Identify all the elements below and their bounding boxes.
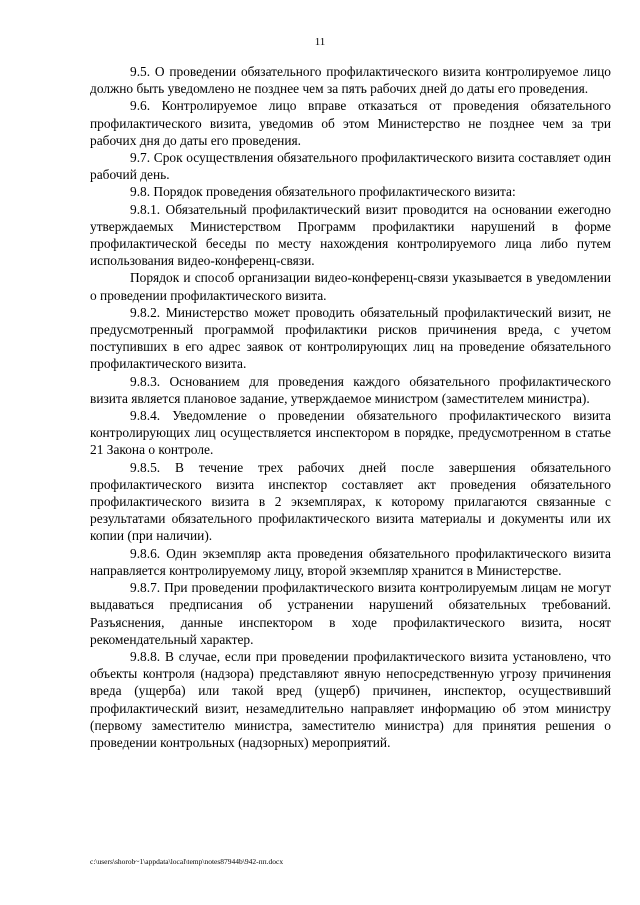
paragraph-9-8-1: 9.8.1. Обязательный профилактический визит проводится на основании ежегодно утверждаемых Министерством Программ профилактики нарушений в форме профилактической беседы по месту нахождения контролируемого лица либо путем использования видео-конференц-связи. [90,201,611,269]
paragraph-9-8-3: 9.8.3. Основанием для проведения каждого обязательного профилактического визита является плановое задание, утверждаемое министром (заместителем министра). [90,373,611,406]
footer-file-path: c:\users\shorob~1\appdata\local\temp\notes87944b\942-пп.docx [90,857,284,866]
paragraph-9-8-2: 9.8.2. Министерство может проводить обязательный профилактический визит, не предусмотренный программой профилактики рисков причинения вреда, с учетом поступивших в его адрес заявок от контролирующих лиц на проведение обязательного профилактического визита. [90,304,611,372]
paragraph-9-8-4: 9.8.4. Уведомление о проведении обязательного профилактического визита контролирующих лиц осуществляется инспектором в порядке, предусмотренном в статье 21 Закона о контроле. [90,408,611,458]
paragraph-9-8-8: 9.8.8. В случае, если при проведении профилактического визита установлено, что объекты контроля (надзора) представляют явную непосредственную угрозу причинения вреда (ущерба) или такой вред (ущерб) причинен, инспектор, осуществивший профилактический визит, незамедлительно направляет информацию об этом министру (первому заместителю министра, заместителю министра) для принятия решения о проведении контрольных (надзорных) мероприятий. [90,648,611,750]
paragraph-9-8-6: 9.8.6. Один экземпляр акта проведения обязательного профилактического визита направляется контролируемому лицу, второй экземпляр хранится в Министерстве. [90,545,611,578]
paragraph-9-7: 9.7. Срок осуществления обязательного профилактического визита составляет один рабочий день. [90,150,611,183]
paragraph-9-6: 9.6. Контролируемое лицо вправе отказаться от проведения обязательного профилактического визита, уведомив об этом Министерство не позднее чем за три рабочих дня до даты его проведения. [90,98,611,148]
paragraph-9-8: 9.8. Порядок проведения обязательного профилактического визита: [130,184,516,200]
paragraph-9-8-1-videoconf: Порядок и способ организации видео-конференц-связи указывается в уведомлении о проведении профилактического визита. [90,270,611,303]
paragraph-9-8-7: 9.8.7. При проведении профилактического визита контролируемым лицам не могут выдаваться предписания об устранении нарушений обязательных требований. Разъяснения, данные инспектором в ходе профилактического визита, носят рекомендательный характер. [90,580,611,647]
paragraph-9-8-5: 9.8.5. В течение трех рабочих дней после завершения обязательного профилактического визита инспектор составляет акт проведения обязательного профилактического визита в 2 экземплярах, к которому прилагаются связанные с результатами обязательного профилактического визита материалы и документы или их копии (при наличии). [90,459,611,544]
page-number: 11 [314,36,326,48]
paragraph-9-5: 9.5. О проведении обязательного профилактического визита контролируемое лицо должно быть уведомлено не позднее чем за пять рабочих дней до даты его проведения. [90,64,611,97]
document-body [90,63,611,751]
